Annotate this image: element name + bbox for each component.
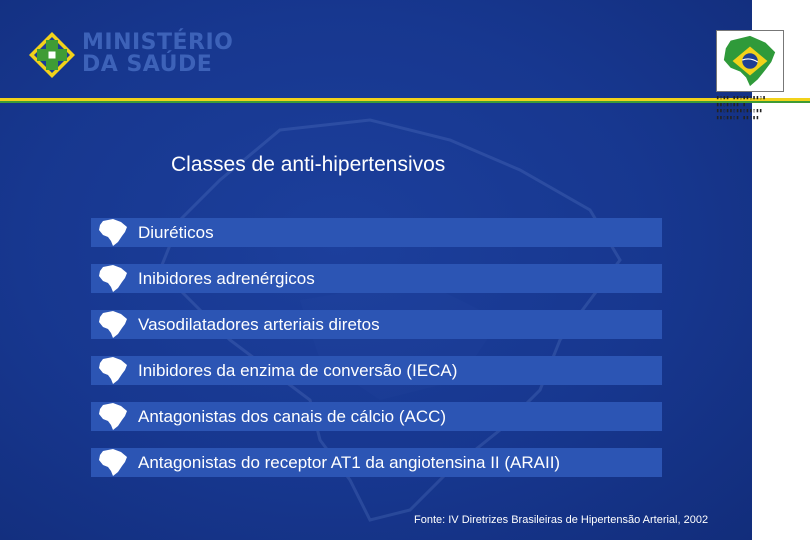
brazil-map-icon <box>97 356 131 385</box>
wordmark-line-2: DA SAÚDE <box>82 52 213 77</box>
list-item <box>91 310 662 339</box>
list-item-label: Vasodilatadores arteriais diretos <box>138 314 380 334</box>
brazil-map-icon <box>97 402 131 431</box>
list-item <box>91 448 662 477</box>
brazil-map-icon <box>97 448 131 477</box>
list-item-label: Diuréticos <box>138 222 214 242</box>
list-item-label: Inibidores da enzima de conversão (IECA) <box>138 360 458 380</box>
ministry-cross-icon <box>28 31 76 79</box>
source-citation: Fonte: IV Diretrizes Brasileiras de Hipertensão Arterial, 2002 <box>414 514 709 526</box>
brazil-flag-map-icon <box>716 30 784 92</box>
brazil-map-icon <box>97 218 131 247</box>
list-item <box>91 264 662 293</box>
slide-title: Classes de anti-hipertensivos <box>171 153 446 176</box>
list-item-label: Antagonistas dos canais de cálcio (ACC) <box>138 406 447 426</box>
brazil-map-icon <box>97 310 131 339</box>
ministry-wordmark <box>82 32 233 76</box>
emblem-caption: ▮▯▮▮ ▮▮▯▮▮▯▮▮▯▮ ▮▮▯▮▯▮▮ ▮ ▮▮▯▮▮▯▮▮▯▮▮▯▮▮ ▮▮▯▮▮▯▮ ▮▮▯▮▮ <box>716 95 766 121</box>
list-item-label: Antagonistas do receptor AT1 da angiotensina II (ARAII) <box>138 452 561 472</box>
list-item-label: Inibidores adrenérgicos <box>138 268 315 288</box>
brazil-map-icon <box>97 264 131 293</box>
wordmark-line-1: MINISTÉRIO <box>82 30 234 55</box>
list-item <box>91 356 662 385</box>
header-rule-green <box>0 101 810 103</box>
list-item <box>91 402 662 431</box>
list-item <box>91 218 662 247</box>
